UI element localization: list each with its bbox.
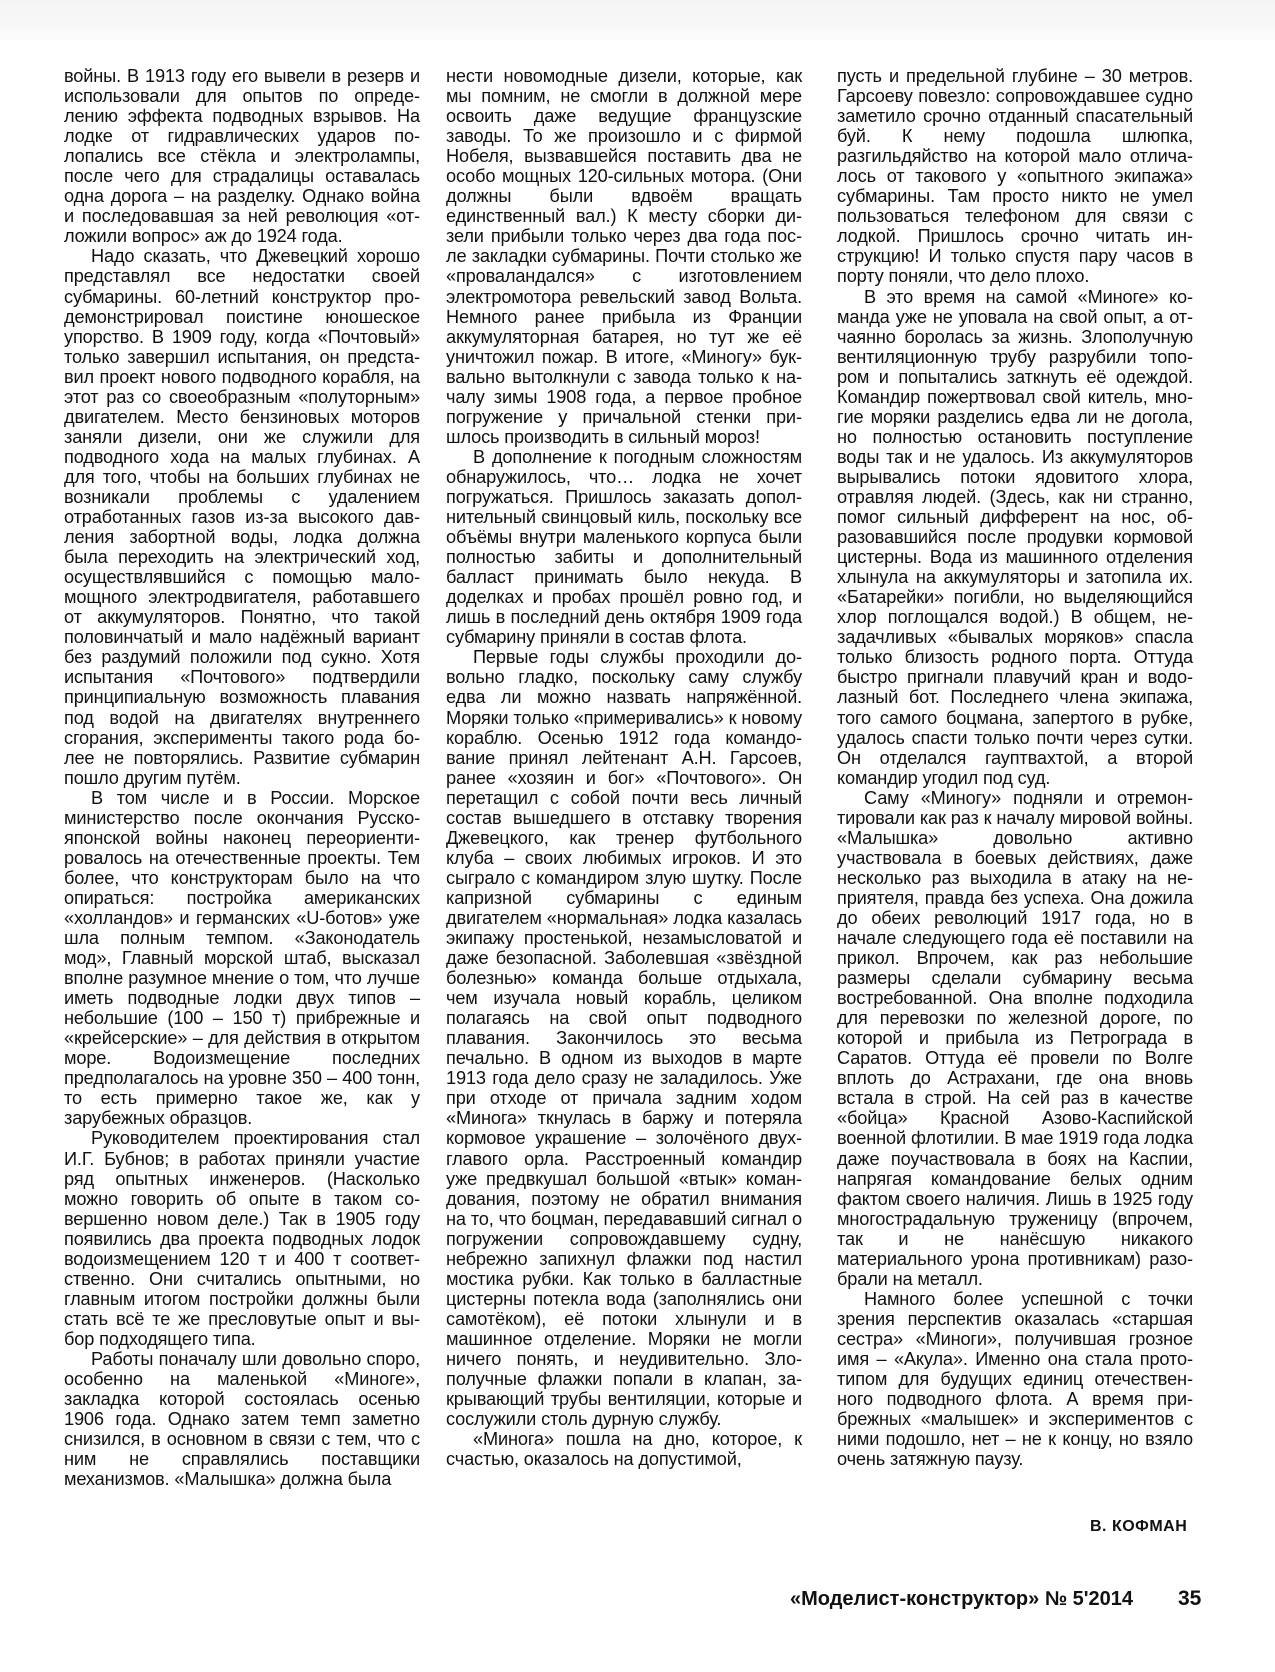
page-number: 35	[1178, 1587, 1202, 1610]
paragraph: Работы поначалу шли довольно споро, особенно на маленькой «Миноге», закладка которой состоялась осенью 1906 года. Однако затем темп заметно снизился, в основном в связи с тем, что с ним не справлялись поставщики механизмов. «Малышка» должна была	[64, 1349, 420, 1490]
article-author: В. КОФМАН	[1090, 1518, 1188, 1535]
text-column-1	[64, 66, 420, 1489]
paragraph: В это время на самой «Миноге» команда уже не уповала на свой опыт, а отчаянно боролась за жизнь. Злополучную вентиляционную трубу разрубили топором и попытались заткнуть её одеждой. Командир пожертвовал свой китель, многие моряки разделись едва ли не догола, но полностью остановить поступление воды так и не удалось. Из аккумуляторов вырывались потоки ядовитого хлора, отравляя людей. (Здесь, как ни странно, помог сильный дифферент на нос, образовавшийся после продувки кормовой цистерны. Вода из машинного отделения хлынула на аккумуляторы и затопила их. «Батарейки» погибли, но выделяющийся хлор поглощался водой.) В общем, незадачливых «бывалых моряков» спасла только близость родного порта. Оттуда быстро пригнали плавучий кран и водолазный бот. Последнего члена экипажа, того самого боцмана, запертого в рубке, удалось спасти только почти через сутки. Он отделался гауптвахтой, а второй командир угодил под суд.	[837, 286, 1193, 788]
paragraph: Надо сказать, что Джевецкий хорошо представлял все недостатки своей субмарины. 60-летний конструктор продемонстрировал поистине юношеское упорство. В 1909 году, когда «Почтовый» только завершил испытания, он представил проект нового подводного корабля, на этот раз со своеобразным «полуторным» двигателем. Место бензиновых моторов заняли дизели, они же служили для подводного хода на малых глубинах. А для того, чтобы на больших глубинах не возникали проблемы с удалением отработанных газов из-за высокого давления забортной воды, лодка должна была переходить на электрический ход, осуществлявшийся с помощью маломощного электродвигателя, работавшего от аккумуляторов. Понятно, что такой половинчатый и мало надёжный вариант без раздумий положили под сукно. Хотя испытания «Почтового» подтвердили принципиальную возможность плавания под водой на двигателях внутреннего сгорания, эксперименты такого рода более не повторялись. Развитие субмарин пошло другим путём.	[64, 246, 420, 788]
paragraph: войны. В 1913 году его вывели в резерв и использовали для опытов по определению эффекта подводных взрывов. На лодке от гидравлических ударов полопались все стёкла и электролампы, после чего для страдалицы оставалась одна дорога – на разделку. Однако война и последовавшая за ней революция «отложили вопрос» аж до 1924 года.	[64, 66, 420, 247]
page-top-edge	[0, 0, 1275, 40]
magazine-issue: «Моделист-конструктор» № 5'2014	[790, 1588, 1134, 1610]
paragraph: «Минога» пошла на дно, которое, к счастью, оказалось на допустимой,	[446, 1429, 802, 1470]
page-footer	[0, 1588, 1275, 1618]
paragraph: Саму «Миногу» подняли и отремонтировали как раз к началу мировой войны. «Малышка» довольно активно участвовала в боевых действиях, даже несколько раз выходила в атаку на неприятеля, правда без успеха. Она дожила до обеих революций 1917 года, но в начале следующего года её поставили на прикол. Впрочем, как раз небольшие размеры сделали субмарину весьма востребованной. Она вполне подходила для перевозки по железной дороге, по которой и прибыла из Петрограда в Саратов. Оттуда её провели по Волге вплоть до Астрахани, где она вновь встала в строй. На сей раз в качестве «бойца» Красной Азово-Каспийской военной флотилии. В мае 1919 года лодка даже поучаствовала в боях на Каспии, напрягая командование белых одним фактом своего наличия. Лишь в 1925 году многострадальную труженицу (впрочем, так и не нанёсшую никакого материального урона противникам) разобрали на металл.	[837, 787, 1193, 1289]
paragraph: Первые годы службы проходили довольно гладко, поскольку саму службу едва ли можно назвать напряжённой. Моряки только «примеривались» к новому кораблю. Осенью 1912 года командование принял лейтенант А.Н. Гарсоев, ранее «хозяин и бог» «Почтового». Он перетащил с собой почти весь личный состав вышедшего в отставку творения Джевецкого, как тренер футбольного клуба – своих любимых игроков. И это сыграло с командиром злую шутку. После капризной субмарины с единым двигателем «нормальная» лодка казалась экипажу простенькой, незамысловатой и даже безопасной. Заболевшая «звёздной болезнью» команда больше отдыхала, чем изучала новый корабль, целиком полагаясь на свой опыт подводного плавания. Закончилось это весьма печально. В одном из выходов в марте 1913 года дело сразу не заладилось. Уже при отходе от причала задним ходом «Минога» ткнулась в баржу и потеряла кормовое украшение – золочёного двухглавого орла. Расстроенный командир уже предвкушал большой «втык» командования, поэтому не обратил внимания на то, что боцман, передававший сигнал о погружении сопровождавшему судну, небрежно запихнул флажки под настил мостика рубки. Как только в балластные цистерны потекла вода (заполнялись они самотёком), её потоки хлынули и в машинное отделение. Моряки не могли ничего понять, и неудивительно. Злополучные флажки попали в клапан, закрывающий трубы вентиляции, которые и сослужили столь дурную службу.	[446, 647, 802, 1430]
paragraph: Намного более успешной с точки зрения перспектив оказалась «старшая сестра» «Миноги», получившая грозное имя – «Акула». Именно она стала прототипом для будущих единиц отечественного подводного флота. А время прибрежных «малышек» и экспериментов с ними подошло, нет – не к концу, но взяло очень затяжную паузу.	[837, 1288, 1193, 1470]
paragraph: В том числе и в России. Морское министерство после окончания Русско-японской войны наконец переориентировалось на отечественные проекты. Тем более, что конструкторам было на что опираться: постройка американских «холландов» и германских «U-ботов» уже шла полным темпом. «Законодатель мод», Главный морской штаб, высказал вполне разумное мнение о том, что лучше иметь подводные лодки двух типов – небольшие (100 – 150 т) прибрежные и «крейсерские» – для действия в открытом море. Водоизмещение последних предполагалось на уровне 350 – 400 тонн, то есть примерно такое же, как у зарубежных образцов.	[64, 787, 420, 1129]
paragraph: В дополнение к погодным сложностям обнаружилось, что… лодка не хочет погружаться. Пришлось заказать дополнительный свинцовый киль, поскольку все объёмы внутри маленького корпуса были полностью забиты и дополнительный балласт принимать было некуда. В доделках и пробах прошёл ровно год, и лишь в последний день октября 1909 года субмарину приняли в состав флота.	[446, 446, 802, 648]
paragraph: нести новомодные дизели, которые, как мы помним, не смогли в должной мере освоить даже ведущие французские заводы. То же произошло и с фирмой Нобеля, вызвавшейся поставить два не особо мощных 120-сильных мотора. (Они должны были вдвоём вращать единственный вал.) К месту сборки дизели прибыли только через два года после закладки субмарины. Почти столько же «проваландался» с изготовлением электромотора ревельский завод Вольта. Немного ранее прибыла из Франции аккумуляторная батарея, но тут же её уничтожил пожар. В итоге, «Миногу» буквально вытолкнули с завода только к началу зимы 1908 года, а первое пробное погружение у причальной стенки пришлось производить в сильный мороз!	[446, 66, 802, 447]
paragraph: пусть и предельной глубине – 30 метров. Гарсоеву повезло: сопровождавшее судно заметило срочно отданный спасательный буй. К нему подошла шлюпка, разгильдяйство на которой мало отличалось от такового у «опытного экипажа» субмарины. Там просто никто не умел пользоваться телефоном для связи с лодкой. Пришлось срочно читать инструкцию! И только спустя пару часов в порту поняли, что дело плохо.	[837, 66, 1193, 287]
paragraph: Руководителем проектирования стал И.Г. Бубнов; в работах приняли участие ряд опытных инженеров. (Насколько можно говорить об опыте в таком совершенно новом деле.) Так в 1905 году появились два проекта подводных лодок водоизмещением 120 т и 400 т соответственно. Они считались опытными, но главным итогом постройки должны были стать всё те же пресловутые опыт и выбор подходящего типа.	[64, 1128, 420, 1349]
text-column-3	[837, 66, 1193, 1469]
text-column-2	[446, 66, 802, 1469]
